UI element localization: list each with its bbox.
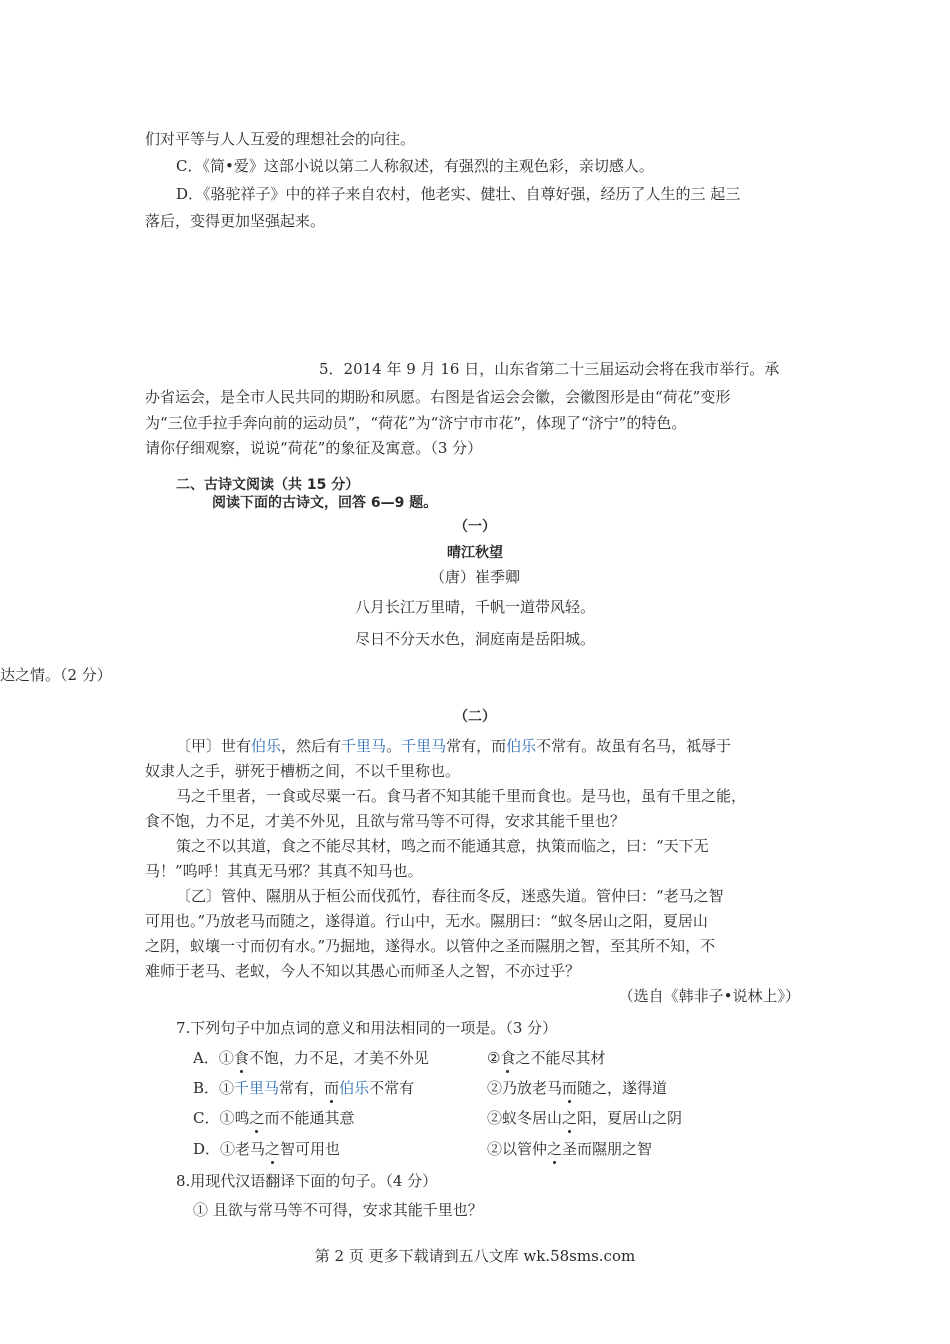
page-footer: 第 2 页 更多下载请到五八文库 wk.58sms.com: [314, 1247, 636, 1265]
question-8: 8.用现代汉语翻译下面的句子。（4 分）: [176, 1172, 438, 1190]
option-b-1: B．①千里马常有，而伯乐不常有: [193, 1079, 415, 1097]
prose-jia-line: 策之不以其道，食之不能尽其材，鸣之而不能通其意，执策而临之，曰：“天下无: [176, 837, 709, 855]
question-5-line: 为“三位手拉手奔向前的运动员”，“荷花”为“济宁市市花”，体现了“济宁”的特色。: [145, 414, 687, 432]
option-b-2: ②乃放老马而随之，遂得道: [487, 1079, 668, 1097]
option-d-1: D．①老马之智可用也: [193, 1140, 341, 1158]
question-8-item: ① 且欲与常马等不可得，安求其能千里也？: [193, 1201, 483, 1219]
question-6-fragment: 达之情。（2 分）: [0, 666, 112, 684]
option-d-2: ②以管仲之圣而隰朋之智: [487, 1140, 653, 1158]
option-c-2: ②蚁冬居山之阳，夏居山之阴: [487, 1109, 683, 1127]
section-title: 二、古诗文阅读（共 15 分）: [176, 477, 360, 493]
poem-line: 八月长江万里晴，千帆一道带风轻。: [354, 598, 595, 616]
poem-title: 晴江秋望: [447, 545, 503, 561]
section-instruction: 阅读下面的古诗文，回答 6—9 题。: [212, 495, 438, 511]
question-7: 7.下列句子中加点词的意义和用法相同的一项是。（3 分）: [176, 1019, 558, 1037]
poem-number: （一）: [454, 519, 496, 535]
question-5-line: 请你仔细观察，说说“荷花”的象征及寓意。（3 分）: [145, 439, 483, 457]
prose-jia-line: 马！”呜呼！其真无马邪？其真不知马也。: [145, 862, 423, 880]
poem-author: （唐）崔季卿: [429, 568, 520, 586]
prose-jia-line: 食不饱，力不足，才美不外见，且欲与常马等不可得，安求其能千里也？: [145, 812, 626, 830]
prose-jia-line: 马之千里者，一食或尽粟一石。食马者不知其能千里而食也。是马也，虽有千里之能，: [176, 787, 747, 805]
option-d: D．《骆驼祥子》中的祥子来自农村，他老实、健壮、自尊好强，经历了人生的三 起三: [176, 185, 741, 203]
option-c-1: C．①鸣之而不能通其意: [193, 1109, 355, 1127]
option-d-continued: 落后，变得更加坚强起来。: [145, 212, 326, 230]
poem-line: 尽日不分天水色，洞庭南是岳阳城。: [354, 630, 595, 648]
prose-yi-line: 难师于老马、老蚁，今人不知以其愚心而师圣人之智，不亦过乎？: [145, 962, 581, 980]
question-5-line: 办省运会，是全市人民共同的期盼和夙愿。右图是省运会会徽，会徽图形是由“荷花”变形: [145, 388, 731, 406]
option-c: C．《简•爱》这部小说以第二人称叙述，有强烈的主观色彩，亲切感人。: [176, 157, 654, 175]
prose-number: （二）: [454, 709, 496, 725]
prose-yi-line: 〔乙〕管仲、隰朋从于桓公而伐孤竹，春往而冬反，迷惑失道。管仲曰：“老马之智: [176, 887, 724, 905]
prose-source: （选自《韩非子•说林上》）: [618, 987, 800, 1005]
option-a-1: A．①食不饱，力不足，才美不外见: [193, 1049, 429, 1067]
prose-jia-line: 〔甲〕世有伯乐，然后有千里马。千里马常有，而伯乐不常有。故虽有名马，祗辱于: [176, 737, 732, 755]
prose-jia-line: 奴隶人之手，骈死于槽枥之间，不以千里称也。: [145, 762, 461, 780]
option-a-2: ②食之不能尽其材: [487, 1049, 606, 1067]
question-5: 5．2014 年 9 月 16 日，山东省第二十三届运动会将在我市举行。承: [319, 360, 780, 378]
prose-yi-line: 可用也。”乃放老马而随之，遂得道。行山中，无水。隰朋曰：“蚁冬居山之阳，夏居山: [145, 912, 708, 930]
prose-yi-line: 之阴，蚁壤一寸而仞有水。”乃掘地，遂得水。以管仲之圣而隰朋之智，至其所不知，不: [145, 937, 716, 955]
text-line: 们对平等与人人互爱的理想社会的向往。: [145, 130, 416, 148]
